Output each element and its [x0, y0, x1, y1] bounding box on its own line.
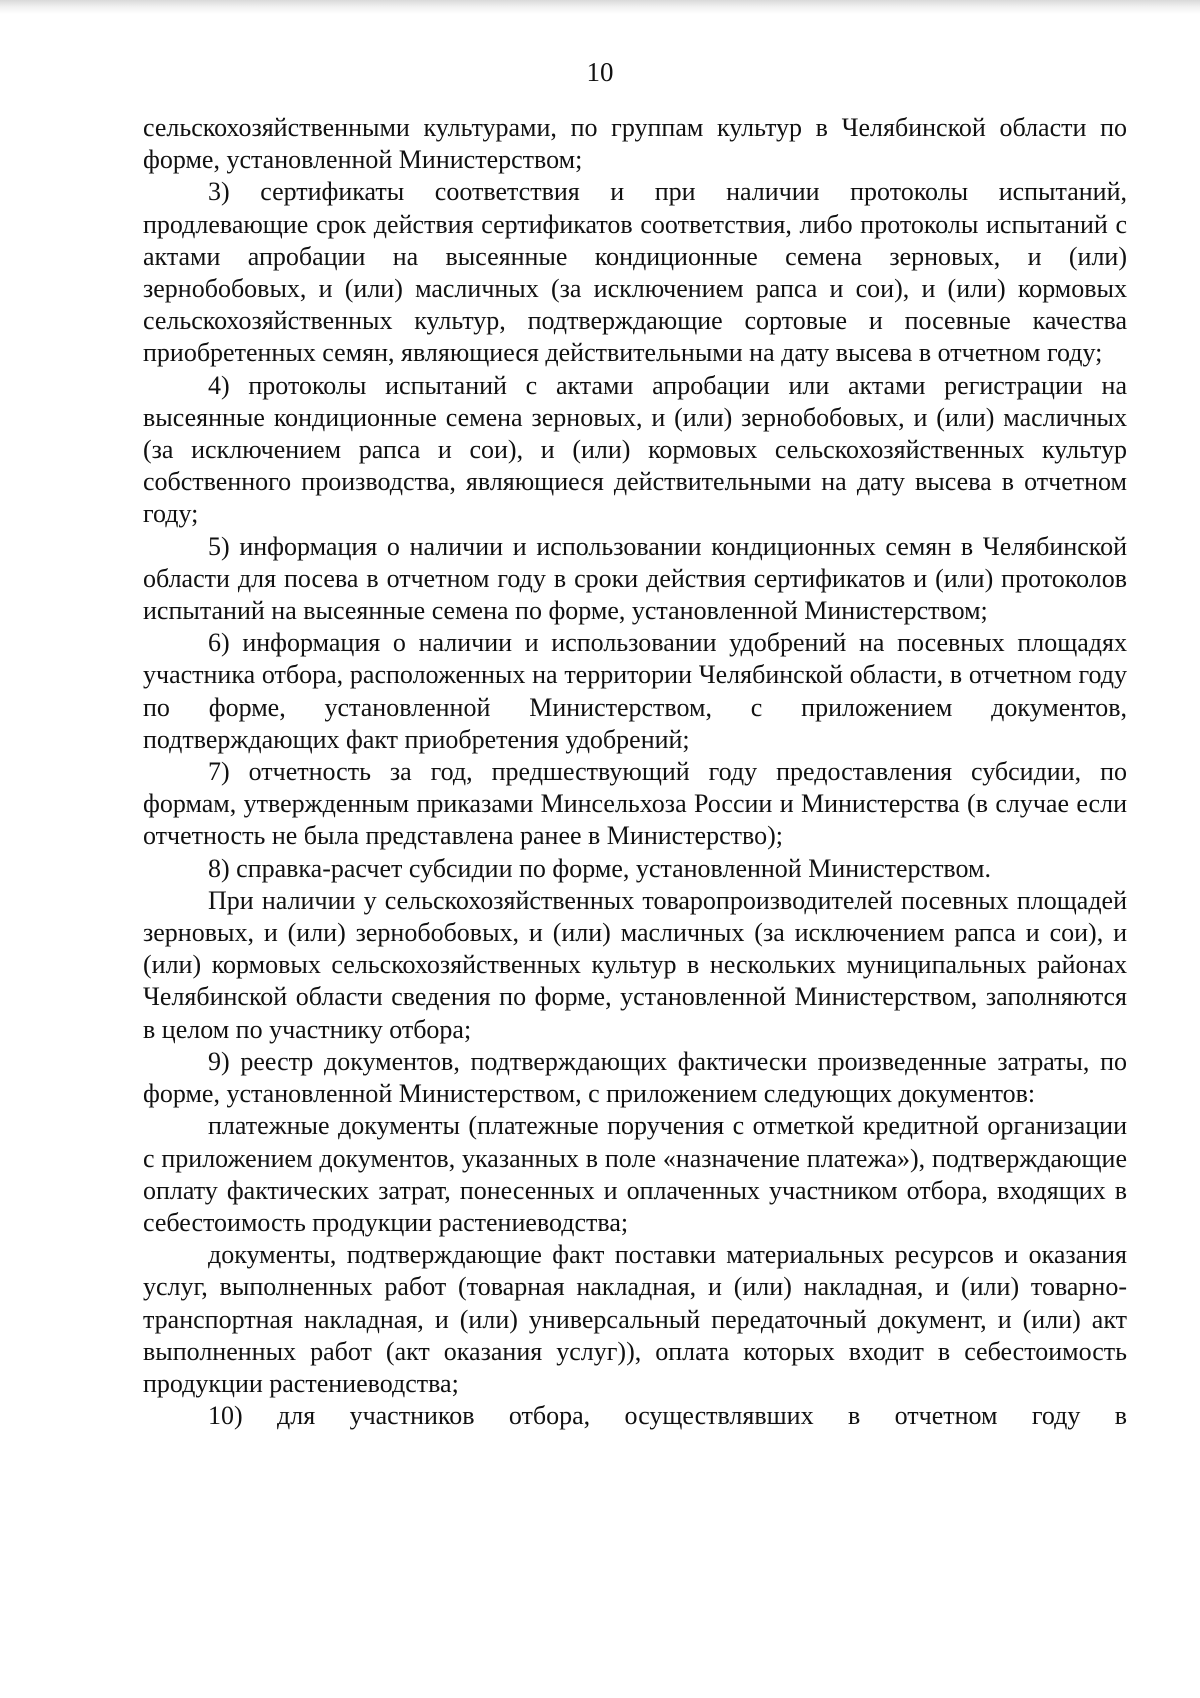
paragraph-continuation: сельскохозяйственными культурами, по группам культур в Челябинской области по форме, установленной Министерством; — [143, 113, 1127, 175]
paragraph-payment-documents: платежные документы (платежные поручения с отметкой кредитной организации с приложением документов, указанных в поле «назначение платежа»), подтверждающие оплату фактических затрат, понесенных и оплаченных участником отбора, входящих в себестоимость продукции растениеводства; — [143, 1111, 1127, 1237]
paragraph-item-9: 9) реестр документов, подтверждающих фактически произведенные затраты, по форме, установленной Министерством, с приложением следующих документов: — [143, 1046, 1127, 1109]
paragraph-item-8: 8) справка-расчет субсидии по форме, установленной Министерством. — [208, 853, 991, 883]
paragraph-multiple-districts: При наличии у сельскохозяйственных товаропроизводителей посевных площадей зерновых, и (или) зернобобовых, и (или) масличных (за исключением рапса и сои), и (или) кормовых сельскохозяйственных культур в нескольких муниципальных районах Челябинской области сведения по форме, установленной Министерством, заполняются в целом по участнику отбора; — [143, 885, 1127, 1044]
paragraph-item-7: 7) отчетность за год, предшествующий году предоставления субсидии, по формам, утвержденным приказами Минсельхоза России и Министерства (в случае если отчетность не была представлена ранее в Министерство); — [143, 757, 1127, 851]
page-number: 10 — [586, 57, 614, 87]
paragraph-item-5: 5) информация о наличии и использовании кондиционных семян в Челябинской области для посева в отчетном году в сроки действия сертификатов и (или) протоколов испытаний на высеянные семена по форме, установленной Министерством; — [143, 531, 1127, 626]
paragraph-item-4: 4) протоколы испытаний с актами апробации или актами регистрации на высеянные кондиционные семена зерновых, и (или) зернобобовых, и (или) масличных (за исключением рапса и сои), и (или) кормовых сельскохозяйственных культур собственного производства, являющиеся действительными на дату высева в отчетном году; — [143, 370, 1127, 529]
document-body — [143, 112, 1127, 1432]
paragraph-item-10: 10) для участников отбора, осуществлявших в отчетном году в — [208, 1401, 1127, 1431]
paragraph-delivery-documents: документы, подтверждающие факт поставки материальных ресурсов и оказания услуг, выполненных работ (товарная накладная, и (или) накладная, и (или) товарно-транспортная накладная, и (или) универсальный передаточный документ, и (или) акт выполненных работ (акт оказания услуг)), оплата которых входит в себестоимость продукции растениеводства; — [143, 1240, 1127, 1398]
paragraph-item-3: 3) сертификаты соответствия и при наличии протоколы испытаний, продлевающие срок действия сертификатов соответствия, либо протоколы испытаний с актами апробации на высеянные кондиционные семена зерновых, и (или) зернобобовых, и (или) масличных (за исключением рапса и сои), и (или) кормовых сельскохозяйственных культур, подтверждающие сортовые и посевные качества приобретенных семян, являющиеся действительными на дату высева в отчетном году; — [143, 177, 1127, 368]
paragraph-item-6: 6) информация о наличии и использовании удобрений на посевных площадях участника отбора, расположенных на территории Челябинской области, в отчетном году по форме, установленной Министерством, с приложением документов, подтверждающих факт приобретения удобрений; — [143, 628, 1127, 754]
